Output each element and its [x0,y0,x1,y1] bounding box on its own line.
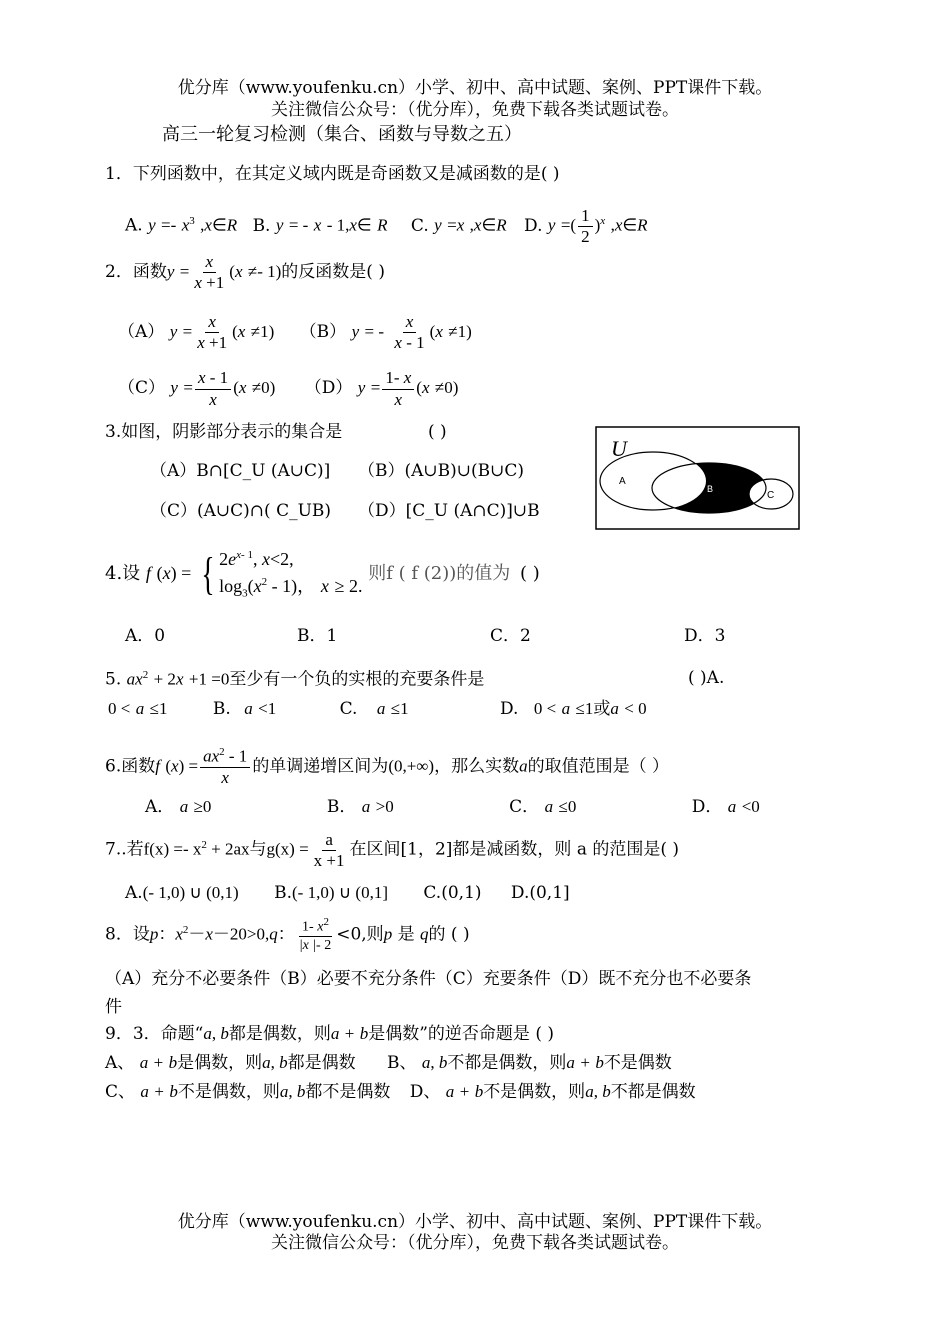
q3-option-a: （A）B∩[C_U (A∪C)] [150,461,331,481]
q6-option-a-label: A． [145,797,175,817]
q4-option-d: D．3 [684,626,726,646]
q7-option-d: D.(0,1] [510,883,570,903]
q7-options: A.(- 1,0) ∪ (0,1) B.(- 1,0) ∪ (0,1] C.(0,1) D.(0,1] [125,883,570,903]
q1-option-d-label: D. [524,215,543,236]
q1-options: A. $y =- x^3$ ,x∈R B. y = - x - 1,x∈ R C. y =x ,x∈R D. y =( $\frac{1}{2}$ )$^x$ ,x∈R [125,206,648,246]
q1-option-b-label: B. [252,215,271,236]
q5-option-a-label: A. [706,668,725,688]
footer-line-2: 关注微信公众号：（优分库），免费下载各类试题试卷。 [271,1233,679,1253]
q2-options-cd: （C） y = $\frac{x - 1}{x}$ (x ≠0) （D） y = $\frac{1- x}{x}$ (x ≠0) [118,368,459,409]
q5-options: 0 < a ≤1 B. a <1 C. a ≤1 D. 0 < a ≤1或a < 0 [108,699,647,719]
q8-options-wrap: 件 [105,997,122,1017]
q9-stem: 9．3．命题“a, b都是偶数，则a + b是偶数”的逆否命题是 ( ) [105,1024,554,1044]
q5-option-b-label: B. [212,699,231,719]
q9-options-cd: C、 a + b不是偶数，则a, b都不是偶数 D、 a + b不是偶数，则a, b不都是偶数 [105,1082,696,1102]
q7-option-a-label: A. [125,883,143,903]
q6-option-b-label: B． [326,797,357,817]
q3-option-b: （B）(A∪B)∪(B∪C) [358,461,525,481]
q6-options: A． a ≥0 B． a >0 C． a ≤0 D． a <0 [145,797,760,817]
q4-stem: 4.设 f (x) = { $2e^{x- 1}$, x<2, $\log_3(x^2 - 1)$， x ≥ 2. 则f ( f (2))的值为 ( ) [105,548,540,600]
q4-option-c: C．2 [490,626,531,646]
venn-label-a: A [619,476,626,487]
q6-stem: 6.函数f (x) = $\frac{ax^2 - 1}{x}$ 的单调递增区间为(0,+∞)，那么实数a的取值范围是（ ） [105,746,669,788]
q1-option-c-label: C. [410,215,429,236]
q3-option-c: （C）(A∪C)∩( C_UB) [150,501,332,521]
venn-label-c: C [767,490,775,501]
q4-option-a: A．0 [125,626,166,646]
q6-option-d-label: D． [691,797,723,817]
q2-options-ab: （A） y = $\frac{x}{x +1}$ (x ≠1) （B） y = - $\frac{x}{x - 1}$ (x ≠1) [118,312,472,352]
header-line-1: 优分库（www.youfenku.cn）小学、初中、高中试题、案例、PPT课件下载。 [177,78,773,98]
q3-paren: ( ) [428,422,447,442]
venn-diagram [595,426,800,530]
q2-option-d-label: （D） [304,378,353,399]
page-title: 高三一轮复习检测（集合、函数与导数之五） [162,124,522,145]
q5-stem: 5. $ax^2 + 2x +1 =0$至少有一个负的实根的充要条件是 [105,669,485,690]
q7-option-b-label: B. [274,883,292,903]
q8-stem: 8．设p：$x^2-x-20>0,q$： $\frac{1- x^2}{|x |- 2}$ <0,则p 是 q的 ( ) [105,916,470,953]
q3-stem: 3.如图，阴影部分表示的集合是 [105,422,343,442]
venn-label-b: B [707,484,714,494]
q2-option-b-label: （B） [299,322,347,343]
q8-options: （A）充分不必要条件（B）必要不充分条件（C）充要条件（D）既不充分也不必要条 [105,969,752,989]
q2-stem: 2．函数y = $\frac{x}{x +1}$ (x ≠- 1)的反函数是( ) [105,252,385,292]
q7-stem: 7..若$f(x) =- x^2 + 2ax$与g(x) = $\frac{a}{x +1}$ 在区间[1，2]都是减函数，则 a 的范围是( ) [105,830,680,870]
header-line-2: 关注微信公众号：（优分库），免费下载各类试题试卷。 [271,100,679,120]
q2-option-c-label: （C） [118,378,166,399]
q9-options-ab: A、 a + b是偶数，则a, b都是偶数 B、 a, b不都是偶数，则a + b不是偶数 [105,1053,672,1073]
q1-stem: 1．下列函数中，在其定义域内既是奇函数又是减函数的是( ) [105,164,560,184]
q3-option-d: （D）[C_U (A∩C)]∪B [358,501,540,521]
q6-option-c-label: C． [509,797,540,817]
footer-line-1: 优分库（www.youfenku.cn）小学、初中、高中试题、案例、PPT课件下载。 [177,1212,773,1232]
q7-option-c: C.(0,1) [423,883,482,903]
q5-option-c-label: C. [339,699,358,719]
q4-paren: ( ) [520,563,540,585]
q5-option-d-label: D. [500,699,519,719]
q4-option-b: B．1 [297,626,338,646]
q5-paren: ( )A. [688,668,725,688]
venn-label-u: U [611,436,627,461]
q1-option-a-label: A. [125,215,143,236]
q2-option-a-label: （A） [118,322,165,343]
